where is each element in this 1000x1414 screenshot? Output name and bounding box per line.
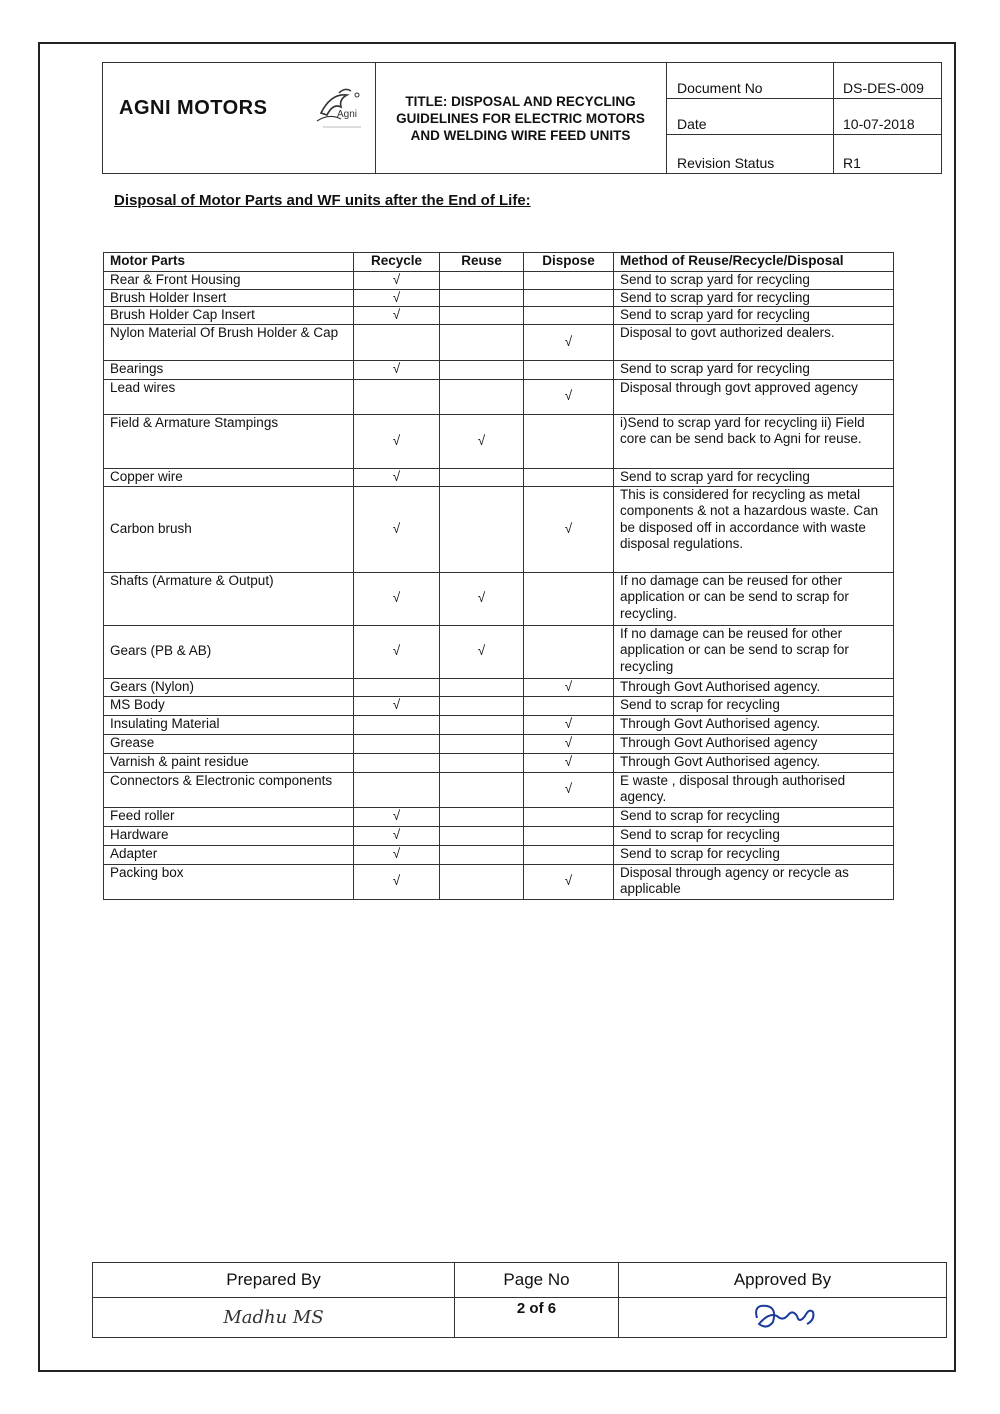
table-row xyxy=(104,715,894,734)
page-no-value: 2 of 6 xyxy=(455,1298,619,1338)
col-dispose: Dispose xyxy=(524,253,614,272)
part-cell: Brush Holder Cap Insert xyxy=(104,307,354,325)
recycle-cell xyxy=(354,734,440,753)
table-row xyxy=(104,486,894,572)
method-cell: Send to scrap yard for recycling xyxy=(614,468,894,486)
table-row xyxy=(104,772,894,807)
table-row xyxy=(104,360,894,379)
reuse-cell xyxy=(440,307,524,325)
method-cell: Send to scrap for recycling xyxy=(614,696,894,715)
recycle-cell: √ xyxy=(354,468,440,486)
table-row xyxy=(104,307,894,325)
recycle-cell xyxy=(354,753,440,772)
table-row xyxy=(104,753,894,772)
dispose-cell: √ xyxy=(524,324,614,360)
table-row xyxy=(104,625,894,678)
date-row xyxy=(667,99,941,135)
dispose-cell: √ xyxy=(524,715,614,734)
dispose-cell xyxy=(524,826,614,845)
method-cell: Through Govt Authorised agency xyxy=(614,734,894,753)
dispose-cell: √ xyxy=(524,753,614,772)
method-cell: Send to scrap for recycling xyxy=(614,826,894,845)
page-no-label: Page No xyxy=(455,1263,619,1298)
reuse-cell xyxy=(440,324,524,360)
recycle-cell: √ xyxy=(354,826,440,845)
reuse-cell xyxy=(440,845,524,864)
table-row xyxy=(104,572,894,625)
method-cell: Disposal through govt approved agency xyxy=(614,379,894,414)
table-row xyxy=(104,414,894,468)
prepared-by-signature xyxy=(93,1298,455,1338)
part-cell: Insulating Material xyxy=(104,715,354,734)
part-cell: Grease xyxy=(104,734,354,753)
reuse-cell xyxy=(440,734,524,753)
recycle-cell: √ xyxy=(354,272,440,290)
col-recycle: Recycle xyxy=(354,253,440,272)
dispose-cell xyxy=(524,807,614,826)
approval-footer xyxy=(92,1262,947,1338)
part-cell: Gears (PB & AB) xyxy=(104,625,354,678)
part-cell: Lead wires xyxy=(104,379,354,414)
approval-signature-icon xyxy=(743,1298,823,1332)
dispose-cell xyxy=(524,468,614,486)
recycle-cell: √ xyxy=(354,807,440,826)
method-cell: Send to scrap yard for recycling xyxy=(614,289,894,307)
recycle-cell xyxy=(354,715,440,734)
part-cell: Feed roller xyxy=(104,807,354,826)
reuse-cell: √ xyxy=(440,572,524,625)
col-motor-parts: Motor Parts xyxy=(104,253,354,272)
reuse-cell xyxy=(440,864,524,899)
dispose-cell: √ xyxy=(524,678,614,696)
logo-tagline: Agni xyxy=(337,109,358,120)
table-row xyxy=(104,826,894,845)
doc-no-label: Document No xyxy=(677,80,763,96)
doc-no-value: DS-DES-009 xyxy=(843,80,924,96)
table-row xyxy=(104,272,894,290)
reuse-cell xyxy=(440,289,524,307)
date-label: Date xyxy=(677,116,707,132)
company-name: AGNI MOTORS xyxy=(119,97,268,119)
recycle-cell xyxy=(354,678,440,696)
recycle-cell: √ xyxy=(354,625,440,678)
col-method: Method of Reuse/Recycle/Disposal xyxy=(614,253,894,272)
table-row xyxy=(104,468,894,486)
part-cell: Nylon Material Of Brush Holder & Cap xyxy=(104,324,354,360)
table-row xyxy=(104,678,894,696)
part-cell: Packing box xyxy=(104,864,354,899)
dispose-cell: √ xyxy=(524,734,614,753)
part-cell: Bearings xyxy=(104,360,354,379)
revision-row xyxy=(667,135,941,173)
method-cell: i)Send to scrap yard for recycling ii) Field core can be send back to Agni for reuse. xyxy=(614,414,894,468)
part-cell: Copper wire xyxy=(104,468,354,486)
disposal-table xyxy=(103,252,894,900)
recycle-cell: √ xyxy=(354,360,440,379)
part-cell: Hardware xyxy=(104,826,354,845)
method-cell: Through Govt Authorised agency. xyxy=(614,678,894,696)
prepared-signature-text: Madhu MS xyxy=(223,1307,324,1328)
reuse-cell xyxy=(440,468,524,486)
dispose-cell xyxy=(524,696,614,715)
recycle-cell: √ xyxy=(354,696,440,715)
revision-label: Revision Status xyxy=(677,155,775,171)
part-cell: Shafts (Armature & Output) xyxy=(104,572,354,625)
recycle-cell: √ xyxy=(354,289,440,307)
method-cell: If no damage can be reused for other application or can be send to scrap for recycling. xyxy=(614,572,894,625)
method-cell: E waste , disposal through authorised agency. xyxy=(614,772,894,807)
method-cell: Send to scrap yard for recycling xyxy=(614,307,894,325)
dispose-cell xyxy=(524,845,614,864)
method-cell: Disposal through agency or recycle as applicable xyxy=(614,864,894,899)
date-value: 10-07-2018 xyxy=(843,116,915,132)
part-cell: Rear & Front Housing xyxy=(104,272,354,290)
table-row xyxy=(104,289,894,307)
dispose-cell: √ xyxy=(524,379,614,414)
part-cell: MS Body xyxy=(104,696,354,715)
table-row xyxy=(104,696,894,715)
reuse-cell xyxy=(440,772,524,807)
part-cell: Varnish & paint residue xyxy=(104,753,354,772)
method-cell: This is considered for recycling as metal components & not a hazardous waste. Can be disposed off in accordance with waste disposal regulations. xyxy=(614,486,894,572)
table-row xyxy=(104,864,894,899)
part-cell: Carbon brush xyxy=(104,486,354,572)
dispose-cell xyxy=(524,307,614,325)
table-row xyxy=(104,845,894,864)
section-title: Disposal of Motor Parts and WF units after the End of Life: xyxy=(114,192,531,209)
method-cell: Through Govt Authorised agency. xyxy=(614,715,894,734)
part-cell: Connectors & Electronic components xyxy=(104,772,354,807)
dispose-cell: √ xyxy=(524,486,614,572)
document-header xyxy=(102,62,942,174)
method-cell: If no damage can be reused for other application or can be send to scrap for recycling xyxy=(614,625,894,678)
dispose-cell: √ xyxy=(524,772,614,807)
recycle-cell: √ xyxy=(354,845,440,864)
dispose-cell xyxy=(524,360,614,379)
reuse-cell xyxy=(440,826,524,845)
reuse-cell xyxy=(440,379,524,414)
document-title: TITLE: DISPOSAL AND RECYCLING GUIDELINES FOR ELECTRIC MOTORS AND WELDING WIRE FEED UNITS xyxy=(375,63,667,173)
recycle-cell xyxy=(354,772,440,807)
method-cell: Disposal to govt authorized dealers. xyxy=(614,324,894,360)
reuse-cell xyxy=(440,678,524,696)
reuse-cell xyxy=(440,807,524,826)
recycle-cell xyxy=(354,379,440,414)
method-cell: Send to scrap yard for recycling xyxy=(614,272,894,290)
table-row xyxy=(104,807,894,826)
reuse-cell xyxy=(440,696,524,715)
reuse-cell xyxy=(440,272,524,290)
part-cell: Gears (Nylon) xyxy=(104,678,354,696)
reuse-cell xyxy=(440,753,524,772)
part-cell: Adapter xyxy=(104,845,354,864)
revision-value: R1 xyxy=(843,155,861,171)
part-cell: Field & Armature Stampings xyxy=(104,414,354,468)
table-row xyxy=(104,379,894,414)
recycle-cell: √ xyxy=(354,864,440,899)
recycle-cell xyxy=(354,324,440,360)
reuse-cell: √ xyxy=(440,414,524,468)
method-cell: Send to scrap for recycling xyxy=(614,845,894,864)
recycle-cell: √ xyxy=(354,414,440,468)
reuse-cell xyxy=(440,486,524,572)
dispose-cell xyxy=(524,625,614,678)
reuse-cell xyxy=(440,715,524,734)
dispose-cell xyxy=(524,572,614,625)
recycle-cell: √ xyxy=(354,307,440,325)
prepared-by-label: Prepared By xyxy=(93,1263,455,1298)
dispose-cell: √ xyxy=(524,864,614,899)
approved-by-label: Approved By xyxy=(619,1263,947,1298)
reuse-cell: √ xyxy=(440,625,524,678)
table-header-row xyxy=(104,253,894,272)
document-meta xyxy=(667,63,941,173)
method-cell: Through Govt Authorised agency. xyxy=(614,753,894,772)
doc-no-row xyxy=(667,63,941,99)
logo-cell xyxy=(103,63,376,173)
col-reuse: Reuse xyxy=(440,253,524,272)
table-row xyxy=(104,324,894,360)
approved-by-signature xyxy=(619,1298,947,1338)
reuse-cell xyxy=(440,360,524,379)
method-cell: Send to scrap for recycling xyxy=(614,807,894,826)
recycle-cell: √ xyxy=(354,572,440,625)
method-cell: Send to scrap yard for recycling xyxy=(614,360,894,379)
recycle-cell: √ xyxy=(354,486,440,572)
agni-logo-icon xyxy=(311,87,369,131)
dispose-cell xyxy=(524,289,614,307)
dispose-cell xyxy=(524,272,614,290)
dispose-cell xyxy=(524,414,614,468)
table-row xyxy=(104,734,894,753)
part-cell: Brush Holder Insert xyxy=(104,289,354,307)
